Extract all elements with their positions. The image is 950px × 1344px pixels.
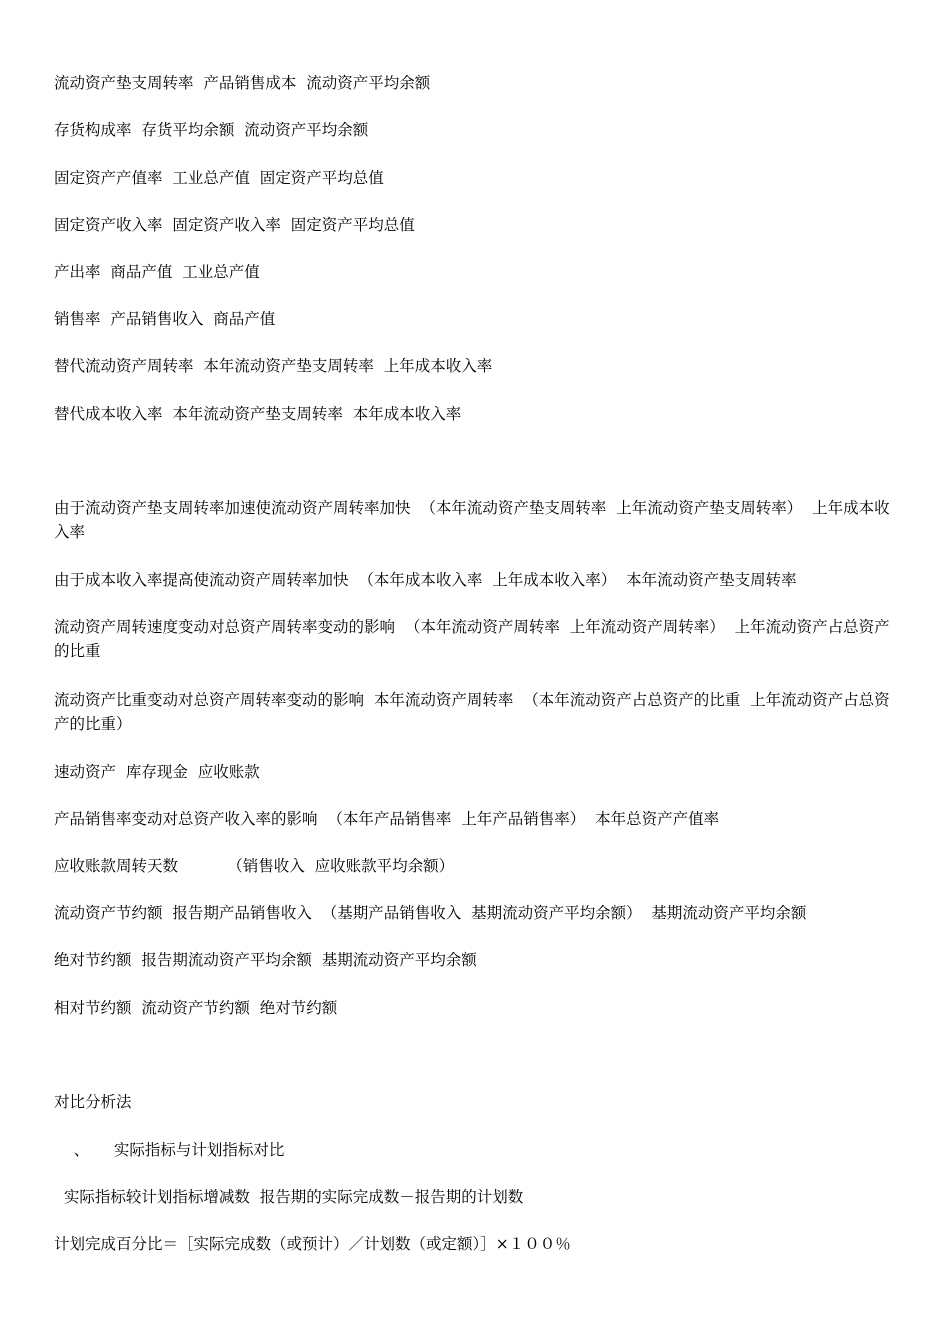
text-line: 流动资产垫支周转率 产品销售成本 流动资产平均余额: [54, 74, 431, 92]
text-line: 计划完成百分比＝［实际完成数（或预计）／计划数（或定额）］×１００％: [54, 1235, 571, 1253]
section-heading: 对比分析法: [54, 1093, 132, 1111]
text-line: 应收账款周转天数 （销售收入 应收账款平均余额）: [54, 857, 455, 875]
text-line: 固定资产收入率 固定资产收入率 固定资产平均总值: [54, 216, 415, 234]
text-line: 产品销售率变动对总资产收入率的影响 （本年产品销售率 上年产品销售率） 本年总资产产值率: [54, 810, 720, 828]
subsection-heading: 、 实际指标与计划指标对比: [54, 1141, 285, 1159]
text-line: 固定资产产值率 工业总产值 固定资产平均总值: [54, 169, 384, 187]
text-paragraph: 流动资产比重变动对总资产周转率变动的影响 本年流动资产周转率 （本年流动资产占总资产的比重 上年流动资产占总资产的比重）: [54, 691, 890, 733]
text-paragraph: 由于流动资产垫支周转率加速使流动资产周转率加快 （本年流动资产垫支周转率 上年流动资产垫支周转率） 上年成本收入率: [54, 499, 890, 541]
text-line: 销售率 产品销售收入 商品产值: [54, 310, 276, 328]
text-line: 替代成本收入率 本年流动资产垫支周转率 本年成本收入率: [54, 405, 462, 423]
text-line: 由于成本收入率提高使流动资产周转率加快 （本年成本收入率 上年成本收入率） 本年流动资产垫支周转率: [54, 571, 797, 589]
text-line: 产出率 商品产值 工业总产值: [54, 263, 260, 281]
text-line: 绝对节约额 报告期流动资产平均余额 基期流动资产平均余额: [54, 951, 477, 969]
text-line: 替代流动资产周转率 本年流动资产垫支周转率 上年成本收入率: [54, 357, 493, 375]
text-line: 相对节约额 流动资产节约额 绝对节约额: [54, 999, 338, 1017]
text-line: 流动资产节约额 报告期产品销售收入 （基期产品销售收入 基期流动资产平均余额） 基期流动资产平均余额: [54, 904, 807, 922]
text-line: 存货构成率 存货平均余额 流动资产平均余额: [54, 121, 369, 139]
text-line: 实际指标较计划指标增减数 报告期的实际完成数－报告期的计划数: [54, 1188, 524, 1206]
text-paragraph: 流动资产周转速度变动对总资产周转率变动的影响 （本年流动资产周转率 上年流动资产周转率） 上年流动资产占总资产的比重: [54, 618, 890, 660]
text-line: 速动资产 库存现金 应收账款: [54, 763, 260, 781]
